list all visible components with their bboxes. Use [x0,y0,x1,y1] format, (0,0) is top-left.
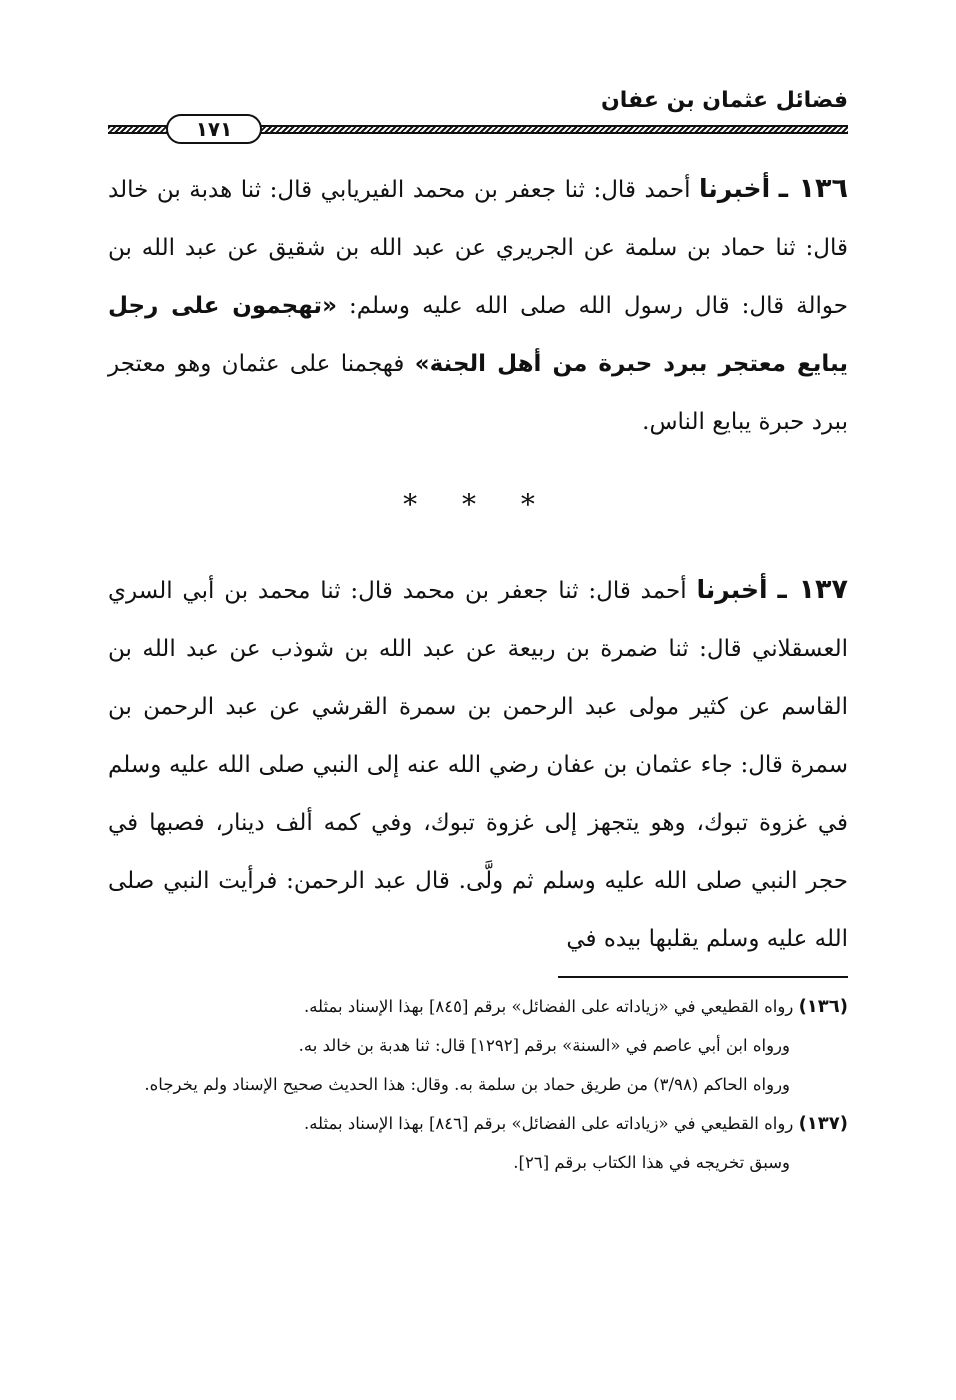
footnote-text: ورواه الحاكم (٣/٩٨) من طريق حماد بن سلمة به. وقال: هذا الحديث صحيح الإسناد ولم يخرجاه. [144,1075,790,1094]
footnote-text: رواه القطيعي في «زياداته على الفضائل» برقم [٨٤٦] بهذا الإسناد بمثله. [303,1114,794,1133]
running-header [108,84,848,144]
footnotes [108,992,848,1187]
main-text [108,160,848,968]
hadith-text: أحمد قال: ثنا جعفر بن محمد قال: ثنا محمد بن أبي السري العسقلاني قال: ثنا ضمرة بن ربيعة عن عبد الله بن شوذب عن عبد الله بن القاسم عن كثير مولى عبد الرحمن بن سمرة القرشي عن عبد الرحمن بن سمرة قال: جاء عثمان بن عفان رضي الله عنه إلى النبي صلى الله عليه وسلم في غزوة تبوك، وهو يتجهز إلى غزوة تبوك، وفي كمه ألف دينار، فصبها في حجر النبي صلى الله عليه وسلم ثم ولَّى. قال عبد الرحمن: فرأيت النبي صلى الله عليه وسلم يقلبها بيده في [108,578,848,952]
header-ornament-left [108,125,170,134]
footnote [108,1148,848,1178]
hadith-matn: «تهجمون على رجل يبايع معتجر ببرد حبرة من أهل الجنة» [108,293,849,377]
footnote-divider [558,976,848,978]
footnote-text: وسبق تخريجه في هذا الكتاب برقم [٢٦]. [513,1153,790,1172]
footnote [108,992,848,1022]
hadith-number: ١٣٦ ـ [778,173,849,204]
footnote [108,1070,848,1100]
footnote-number: (١٣٧) [798,1113,848,1134]
hadith-rest: فهجمنا على عثمان وهو معتجر ببرد حبرة يبايع الناس. [108,351,848,435]
footnote-number: (١٣٦) [798,996,848,1017]
hadith-isnad: أحمد قال: ثنا جعفر بن محمد الفيريابي قال: ثنا هدبة بن خالد قال: ثنا حماد بن سلمة عن الجريري عن عبد الله بن شقيق عن عبد الله بن حوالة قال: قال رسول الله صلى الله عليه وسلم: [108,177,848,319]
hadith-keyword: أخبرنا [699,174,771,203]
footnote [108,1031,848,1061]
page-number: ١٧١ [166,114,262,144]
hadith-keyword: أخبرنا [696,575,768,604]
hadith-136 [108,160,848,451]
hadith-number: ١٣٧ ـ [777,574,849,605]
footnote-text: رواه القطيعي في «زياداته على الفضائل» برقم [٨٤٥] بهذا الإسناد بمثله. [303,997,794,1016]
footnote [108,1109,848,1139]
footnote-text: ورواه ابن أبي عاصم في «السنة» برقم [١٢٩٢] قال: ثنا هدبة بن خالد به. [298,1036,790,1055]
header-ornament-right [258,125,848,134]
hadith-137 [108,561,848,968]
section-separator: * * * [403,488,553,521]
book-title: فضائل عثمان بن عفان [601,88,848,113]
